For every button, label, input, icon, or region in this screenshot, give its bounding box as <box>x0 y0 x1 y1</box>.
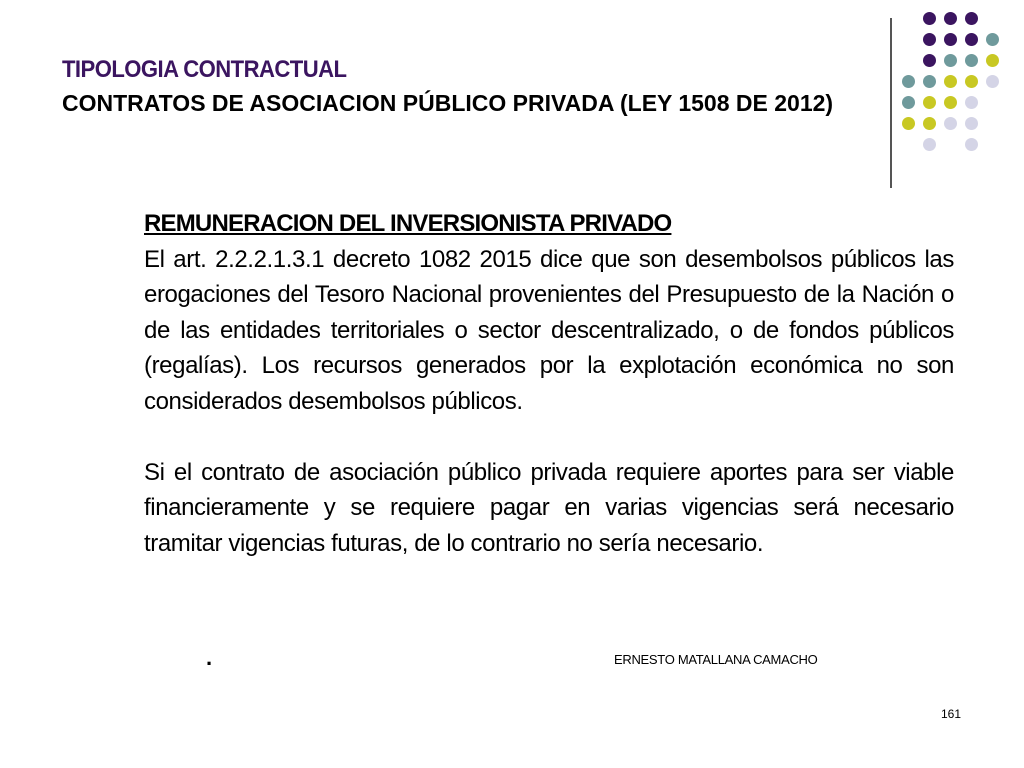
slide-kicker: TIPOLOGIA CONTRACTUAL <box>62 56 347 83</box>
decorative-dot <box>965 138 978 151</box>
decorative-dot <box>923 54 936 67</box>
vertical-divider <box>890 18 892 188</box>
decorative-dot <box>965 12 978 25</box>
decorative-dot <box>986 54 999 67</box>
decorative-dot <box>923 96 936 109</box>
slide-body <box>144 206 954 561</box>
author-name: ERNESTO MATALLANA CAMACHO <box>614 652 818 667</box>
decorative-dot <box>965 96 978 109</box>
paragraph-spacer <box>144 419 954 455</box>
decorative-dot <box>944 96 957 109</box>
decorative-dot <box>923 117 936 130</box>
page-number: 161 <box>941 707 962 721</box>
decorative-dot <box>965 54 978 67</box>
decorative-dot <box>986 75 999 88</box>
paragraph-vigencias-futuras: Si el contrato de asociación público privada requiere aportes para ser viable financieramente y se requiere pagar en varias vigencias será necesario tramitar vigencias futuras, de lo contrario no sería necesario. <box>144 458 954 557</box>
decorative-dot <box>986 33 999 46</box>
decorative-dot-grid <box>902 12 1012 172</box>
decorative-dot <box>923 138 936 151</box>
slide-header <box>62 56 862 119</box>
decorative-dot <box>965 117 978 130</box>
decorative-dot <box>902 96 915 109</box>
slide-title: CONTRATOS DE ASOCIACION PÚBLICO PRIVADA (LEY 1508 DE 2012) <box>62 90 834 116</box>
decorative-dot <box>965 33 978 46</box>
decorative-dot <box>944 117 957 130</box>
section-heading: REMUNERACION DEL INVERSIONISTA PRIVADO <box>144 210 672 237</box>
decorative-dot <box>944 54 957 67</box>
decorative-dot <box>923 75 936 88</box>
decorative-dot <box>923 12 936 25</box>
decorative-dot <box>944 75 957 88</box>
decorative-dot <box>923 33 936 46</box>
decorative-dot <box>944 12 957 25</box>
decorative-dot <box>965 75 978 88</box>
decorative-dot <box>902 117 915 130</box>
decorative-dot <box>944 33 957 46</box>
decorative-dot <box>902 75 915 88</box>
paragraph-desembolsos: El art. 2.2.2.1.3.1 decreto 1082 2015 dice que son desembolsos públicos las erogaciones del Tesoro Nacional provenientes del Presupuesto de la Nación o de las entidades territoriales o sector descentralizado, o de fondos públicos (regalías). Los recursos generados por la explotación económica no son considerados desembolsos públicos. <box>144 245 954 415</box>
footer-mark: . <box>206 645 213 670</box>
